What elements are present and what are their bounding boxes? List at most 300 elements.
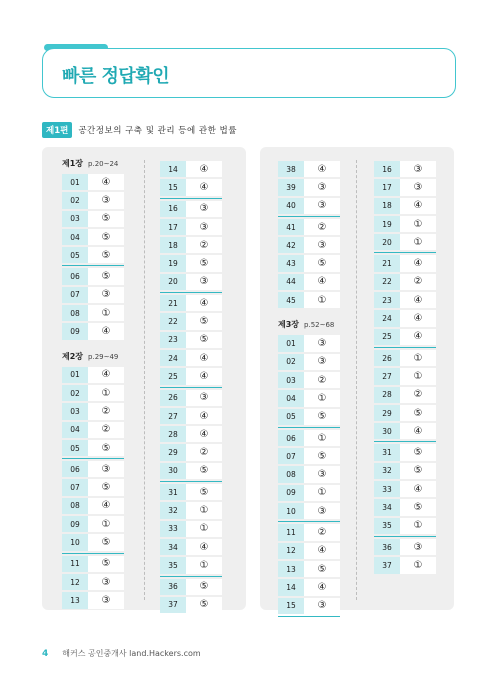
answer-row xyxy=(374,443,436,461)
answer-cell xyxy=(88,268,124,284)
question-number: 07 xyxy=(62,479,88,495)
question-number: 14 xyxy=(160,161,186,177)
chapter-name: 제1장 xyxy=(62,159,84,168)
answer-row xyxy=(160,596,222,614)
answer-choice: ③ xyxy=(199,392,209,404)
group-separator xyxy=(278,216,340,217)
answer-row xyxy=(160,538,222,556)
group-separator xyxy=(374,347,436,348)
answer-choice: ⑤ xyxy=(317,411,327,423)
answer-choice: ② xyxy=(101,405,111,417)
question-number: 23 xyxy=(374,292,400,308)
question-number: 24 xyxy=(374,310,400,326)
question-number: 04 xyxy=(278,390,304,406)
answer-cell xyxy=(88,461,124,477)
answer-row xyxy=(278,597,340,615)
answer-cell xyxy=(304,219,340,235)
answer-choice: ⑤ xyxy=(101,558,111,570)
answer-row xyxy=(278,218,340,236)
footer-text: 해커스 공인중개사 land.Hackers.com xyxy=(62,649,201,658)
question-number: 19 xyxy=(160,255,186,271)
answer-cell xyxy=(186,295,222,311)
section-header xyxy=(42,122,237,138)
answer-cell xyxy=(88,287,124,303)
question-number: 06 xyxy=(62,461,88,477)
question-number: 12 xyxy=(278,543,304,559)
group-separator xyxy=(160,198,222,199)
answer-row xyxy=(278,560,340,578)
question-number: 20 xyxy=(160,274,186,290)
answer-cell xyxy=(88,385,124,401)
answer-row xyxy=(62,366,124,384)
question-number: 09 xyxy=(62,323,88,339)
question-number: 23 xyxy=(160,332,186,348)
answer-choice: ① xyxy=(413,352,423,364)
answer-row xyxy=(278,502,340,520)
answer-cell xyxy=(186,237,222,253)
question-number: 35 xyxy=(160,557,186,573)
answer-cell xyxy=(88,367,124,383)
answer-choice: ⑤ xyxy=(413,465,423,477)
question-number: 34 xyxy=(160,539,186,555)
answer-choice: ⑤ xyxy=(199,465,209,477)
question-number: 08 xyxy=(62,305,88,321)
answer-row xyxy=(62,322,124,340)
question-number: 15 xyxy=(160,179,186,195)
answer-cell xyxy=(88,192,124,208)
answer-cell xyxy=(88,479,124,495)
question-number: 35 xyxy=(374,518,400,534)
section-title: 공간정보의 구축 및 관리 등에 관한 법률 xyxy=(78,126,237,136)
question-number: 30 xyxy=(374,423,400,439)
answer-cell xyxy=(304,390,340,406)
answer-cell xyxy=(304,579,340,595)
question-number: 11 xyxy=(62,556,88,572)
question-number: 25 xyxy=(160,368,186,384)
group-separator xyxy=(374,536,436,537)
group-separator xyxy=(160,292,222,293)
answer-choice: ① xyxy=(199,559,209,571)
group-separator xyxy=(160,387,222,388)
group-separator xyxy=(374,252,436,253)
answer-row xyxy=(62,439,124,457)
question-number: 31 xyxy=(374,444,400,460)
answer-row xyxy=(278,254,340,272)
question-number: 16 xyxy=(374,161,400,177)
answer-row xyxy=(278,178,340,196)
chapter-block xyxy=(278,160,340,309)
answer-row xyxy=(278,236,340,254)
answer-row xyxy=(62,478,124,496)
question-number: 24 xyxy=(160,350,186,366)
answer-row xyxy=(374,215,436,233)
answer-choice: ④ xyxy=(317,581,327,593)
question-number: 06 xyxy=(62,268,88,284)
question-number: 27 xyxy=(160,408,186,424)
question-number: 10 xyxy=(62,534,88,550)
answer-row xyxy=(160,349,222,367)
answer-cell xyxy=(186,579,222,595)
chapter-name: 제3장 xyxy=(278,320,300,330)
answer-cell xyxy=(400,557,436,573)
answer-cell xyxy=(304,198,340,214)
answer-choice: ③ xyxy=(101,194,111,206)
question-number: 36 xyxy=(160,579,186,595)
answer-cell xyxy=(400,405,436,421)
answer-cell xyxy=(304,561,340,577)
group-separator xyxy=(160,576,222,577)
answer-choice: ③ xyxy=(317,600,327,612)
answer-cell xyxy=(186,219,222,235)
page-title: 빠른 정답확인 xyxy=(62,66,170,87)
answer-cell xyxy=(186,274,222,290)
answer-row xyxy=(374,386,436,404)
answer-cell xyxy=(400,161,436,177)
answer-choice: ⑤ xyxy=(317,258,327,270)
question-number: 28 xyxy=(160,426,186,442)
question-number: 34 xyxy=(374,499,400,515)
answer-cell xyxy=(304,161,340,177)
answer-cell xyxy=(304,292,340,308)
answer-row xyxy=(374,349,436,367)
answer-row xyxy=(62,173,124,191)
group-separator xyxy=(278,427,340,428)
answer-row xyxy=(62,191,124,209)
answer-row xyxy=(160,331,222,349)
question-number: 06 xyxy=(278,430,304,446)
answer-row xyxy=(374,254,436,272)
question-number: 05 xyxy=(278,409,304,425)
answer-choice: ③ xyxy=(199,221,209,233)
answer-cell xyxy=(400,216,436,232)
answer-row xyxy=(62,421,124,439)
answer-cell xyxy=(304,466,340,482)
answer-cell xyxy=(88,229,124,245)
answer-cell xyxy=(304,448,340,464)
answer-choice: ⑤ xyxy=(101,536,111,548)
group-separator xyxy=(62,265,124,266)
answer-row xyxy=(278,371,340,389)
answer-choice: ④ xyxy=(199,541,209,553)
answer-choice: ③ xyxy=(199,276,209,288)
answer-row xyxy=(160,443,222,461)
answer-row xyxy=(160,178,222,196)
answer-row xyxy=(374,309,436,327)
answer-row xyxy=(278,197,340,215)
question-number: 10 xyxy=(278,503,304,519)
question-number: 02 xyxy=(62,385,88,401)
question-number: 08 xyxy=(278,466,304,482)
answer-row xyxy=(160,483,222,501)
answer-choice: ④ xyxy=(101,326,111,338)
answer-cell xyxy=(400,292,436,308)
answer-choice: ④ xyxy=(199,370,209,382)
answer-choice: ① xyxy=(317,487,327,499)
answer-choice: ④ xyxy=(199,181,209,193)
question-number: 31 xyxy=(160,484,186,500)
answer-choice: ⑤ xyxy=(413,447,423,459)
answer-row xyxy=(160,200,222,218)
answer-cell xyxy=(88,305,124,321)
answer-choice: ④ xyxy=(101,500,111,512)
question-number: 16 xyxy=(160,201,186,217)
answer-row xyxy=(62,228,124,246)
answer-choice: ② xyxy=(317,526,327,538)
answer-cell xyxy=(88,498,124,514)
answer-cell xyxy=(304,409,340,425)
answer-cell xyxy=(186,502,222,518)
answer-column-3 xyxy=(278,160,340,618)
answer-row xyxy=(374,498,436,516)
question-number: 02 xyxy=(278,354,304,370)
question-number: 03 xyxy=(62,403,88,419)
answer-choice: ④ xyxy=(199,428,209,440)
answer-row xyxy=(62,304,124,322)
answer-cell xyxy=(304,354,340,370)
answer-cell xyxy=(186,390,222,406)
answer-choice: ⑤ xyxy=(317,450,327,462)
answer-cell xyxy=(186,350,222,366)
answer-row xyxy=(278,578,340,596)
answer-row xyxy=(374,404,436,422)
question-number: 32 xyxy=(374,463,400,479)
question-number: 18 xyxy=(160,237,186,253)
answer-choice: ② xyxy=(101,424,111,436)
question-number: 13 xyxy=(62,592,88,608)
answer-row xyxy=(62,555,124,573)
answer-choice: ④ xyxy=(413,294,423,306)
answer-choice: ④ xyxy=(199,352,209,364)
answer-row xyxy=(374,517,436,535)
answer-choice: ③ xyxy=(101,463,111,475)
answer-choice: ① xyxy=(199,504,209,516)
answer-choice: ① xyxy=(413,218,423,230)
answer-row xyxy=(278,523,340,541)
question-number: 13 xyxy=(278,561,304,577)
answer-row xyxy=(278,542,340,560)
question-number: 41 xyxy=(278,219,304,235)
question-number: 09 xyxy=(278,485,304,501)
answer-cell xyxy=(186,521,222,537)
chapter-heading xyxy=(62,158,124,173)
question-number: 26 xyxy=(160,390,186,406)
question-number: 37 xyxy=(160,597,186,613)
question-number: 33 xyxy=(160,521,186,537)
answer-row xyxy=(278,429,340,447)
answer-cell xyxy=(88,422,124,438)
answer-row xyxy=(160,254,222,272)
column-divider xyxy=(144,160,145,600)
chapter-block xyxy=(374,160,436,575)
answer-row xyxy=(374,556,436,574)
chapter-block xyxy=(278,319,340,616)
answer-cell xyxy=(304,598,340,614)
answer-row xyxy=(278,465,340,483)
answer-choice: ③ xyxy=(101,594,111,606)
question-number: 40 xyxy=(278,198,304,214)
answer-row xyxy=(160,520,222,538)
answer-choice: ④ xyxy=(199,297,209,309)
answer-row xyxy=(278,447,340,465)
question-number: 21 xyxy=(374,255,400,271)
question-number: 11 xyxy=(278,524,304,540)
answer-row xyxy=(374,273,436,291)
answer-row xyxy=(62,573,124,591)
chapter-name: 제2장 xyxy=(62,351,84,361)
answer-cell xyxy=(88,174,124,190)
answer-choice: ① xyxy=(199,523,209,535)
answer-choice: ⑤ xyxy=(199,599,209,611)
answer-row xyxy=(160,425,222,443)
answer-choice: ① xyxy=(413,520,423,532)
answer-cell xyxy=(186,484,222,500)
answer-cell xyxy=(400,481,436,497)
question-number: 15 xyxy=(278,598,304,614)
chapter-pages: p.52~68 xyxy=(304,321,335,330)
answer-choice: ② xyxy=(317,221,327,233)
page-number: 4 xyxy=(42,648,49,659)
answer-choice: ⑤ xyxy=(199,486,209,498)
answer-cell xyxy=(88,403,124,419)
answer-cell xyxy=(400,518,436,534)
answer-row xyxy=(278,484,340,502)
answer-cell xyxy=(88,574,124,590)
group-separator xyxy=(160,481,222,482)
question-number: 43 xyxy=(278,255,304,271)
answer-choice: ⑤ xyxy=(199,581,209,593)
question-number: 28 xyxy=(374,387,400,403)
answer-row xyxy=(374,291,436,309)
answer-choice: ⑤ xyxy=(199,316,209,328)
chapter-heading xyxy=(278,319,340,334)
answer-choice: ④ xyxy=(413,258,423,270)
answer-choice: ③ xyxy=(317,181,327,193)
question-number: 22 xyxy=(160,313,186,329)
answer-choice: ③ xyxy=(317,469,327,481)
answer-cell xyxy=(400,255,436,271)
answer-choice: ③ xyxy=(413,541,423,553)
answer-choice: ③ xyxy=(101,576,111,588)
chapter-pages: p.20~24 xyxy=(88,160,119,168)
question-number: 08 xyxy=(62,498,88,514)
answer-choice: ④ xyxy=(101,369,111,381)
question-number: 26 xyxy=(374,350,400,366)
answer-choice: ① xyxy=(101,387,111,399)
question-number: 04 xyxy=(62,229,88,245)
answer-cell xyxy=(186,444,222,460)
question-number: 04 xyxy=(62,422,88,438)
chapter-pages: p.29~49 xyxy=(88,352,119,361)
column-divider xyxy=(356,160,357,600)
answer-choice: ③ xyxy=(413,163,423,175)
question-number: 32 xyxy=(160,502,186,518)
question-number: 18 xyxy=(374,198,400,214)
question-number: 45 xyxy=(278,292,304,308)
answer-cell xyxy=(400,350,436,366)
answer-row xyxy=(62,267,124,285)
answer-row xyxy=(160,501,222,519)
answer-row xyxy=(278,334,340,352)
answer-column-2 xyxy=(160,160,222,614)
answer-cell xyxy=(304,255,340,271)
section-badge: 제1편 xyxy=(42,122,72,138)
answer-row xyxy=(160,273,222,291)
answer-cell xyxy=(186,255,222,271)
question-number: 01 xyxy=(278,335,304,351)
answer-row xyxy=(374,422,436,440)
answer-row xyxy=(62,402,124,420)
answer-choice: ⑤ xyxy=(199,258,209,270)
group-separator xyxy=(278,521,340,522)
question-number: 03 xyxy=(62,211,88,227)
answer-choice: ⑤ xyxy=(101,482,111,494)
question-number: 44 xyxy=(278,274,304,290)
answer-cell xyxy=(304,543,340,559)
answer-cell xyxy=(400,499,436,515)
answer-row xyxy=(374,233,436,251)
answer-choice: ④ xyxy=(413,331,423,343)
question-number: 36 xyxy=(374,539,400,555)
answer-choice: ① xyxy=(413,236,423,248)
answer-choice: ④ xyxy=(317,276,327,288)
answer-choice: ③ xyxy=(199,203,209,215)
question-number: 05 xyxy=(62,440,88,456)
chapter-block xyxy=(62,158,124,341)
group-separator xyxy=(62,458,124,459)
answer-row xyxy=(374,328,436,346)
answer-row xyxy=(62,515,124,533)
answer-cell xyxy=(400,387,436,403)
answer-row xyxy=(278,160,340,178)
answer-choice: ① xyxy=(317,294,327,306)
answer-row xyxy=(160,236,222,254)
answer-choice: ④ xyxy=(413,425,423,437)
answer-choice: ③ xyxy=(317,505,327,517)
answer-choice: ⑤ xyxy=(199,334,209,346)
answer-row xyxy=(374,480,436,498)
answer-choice: ② xyxy=(199,447,209,459)
answer-row xyxy=(62,533,124,551)
chapter-heading xyxy=(62,351,124,366)
answer-cell xyxy=(400,463,436,479)
answer-cell xyxy=(400,423,436,439)
answer-row xyxy=(374,462,436,480)
answer-cell xyxy=(186,557,222,573)
answer-cell xyxy=(186,161,222,177)
answer-row xyxy=(160,294,222,312)
answer-row xyxy=(374,160,436,178)
question-number: 27 xyxy=(374,368,400,384)
answer-cell xyxy=(304,179,340,195)
question-number: 14 xyxy=(278,579,304,595)
question-number: 29 xyxy=(374,405,400,421)
answer-row xyxy=(62,591,124,609)
answer-column-4 xyxy=(374,160,436,575)
question-number: 19 xyxy=(374,216,400,232)
answer-row xyxy=(160,160,222,178)
answer-row xyxy=(278,273,340,291)
answer-cell xyxy=(88,440,124,456)
answer-cell xyxy=(88,247,124,263)
answer-cell xyxy=(88,534,124,550)
answer-cell xyxy=(304,524,340,540)
answer-choice: ⑤ xyxy=(101,213,111,225)
answer-cell xyxy=(400,310,436,326)
page-footer xyxy=(42,648,201,659)
answer-row xyxy=(160,578,222,596)
answer-cell xyxy=(400,539,436,555)
answer-choice: ④ xyxy=(413,313,423,325)
